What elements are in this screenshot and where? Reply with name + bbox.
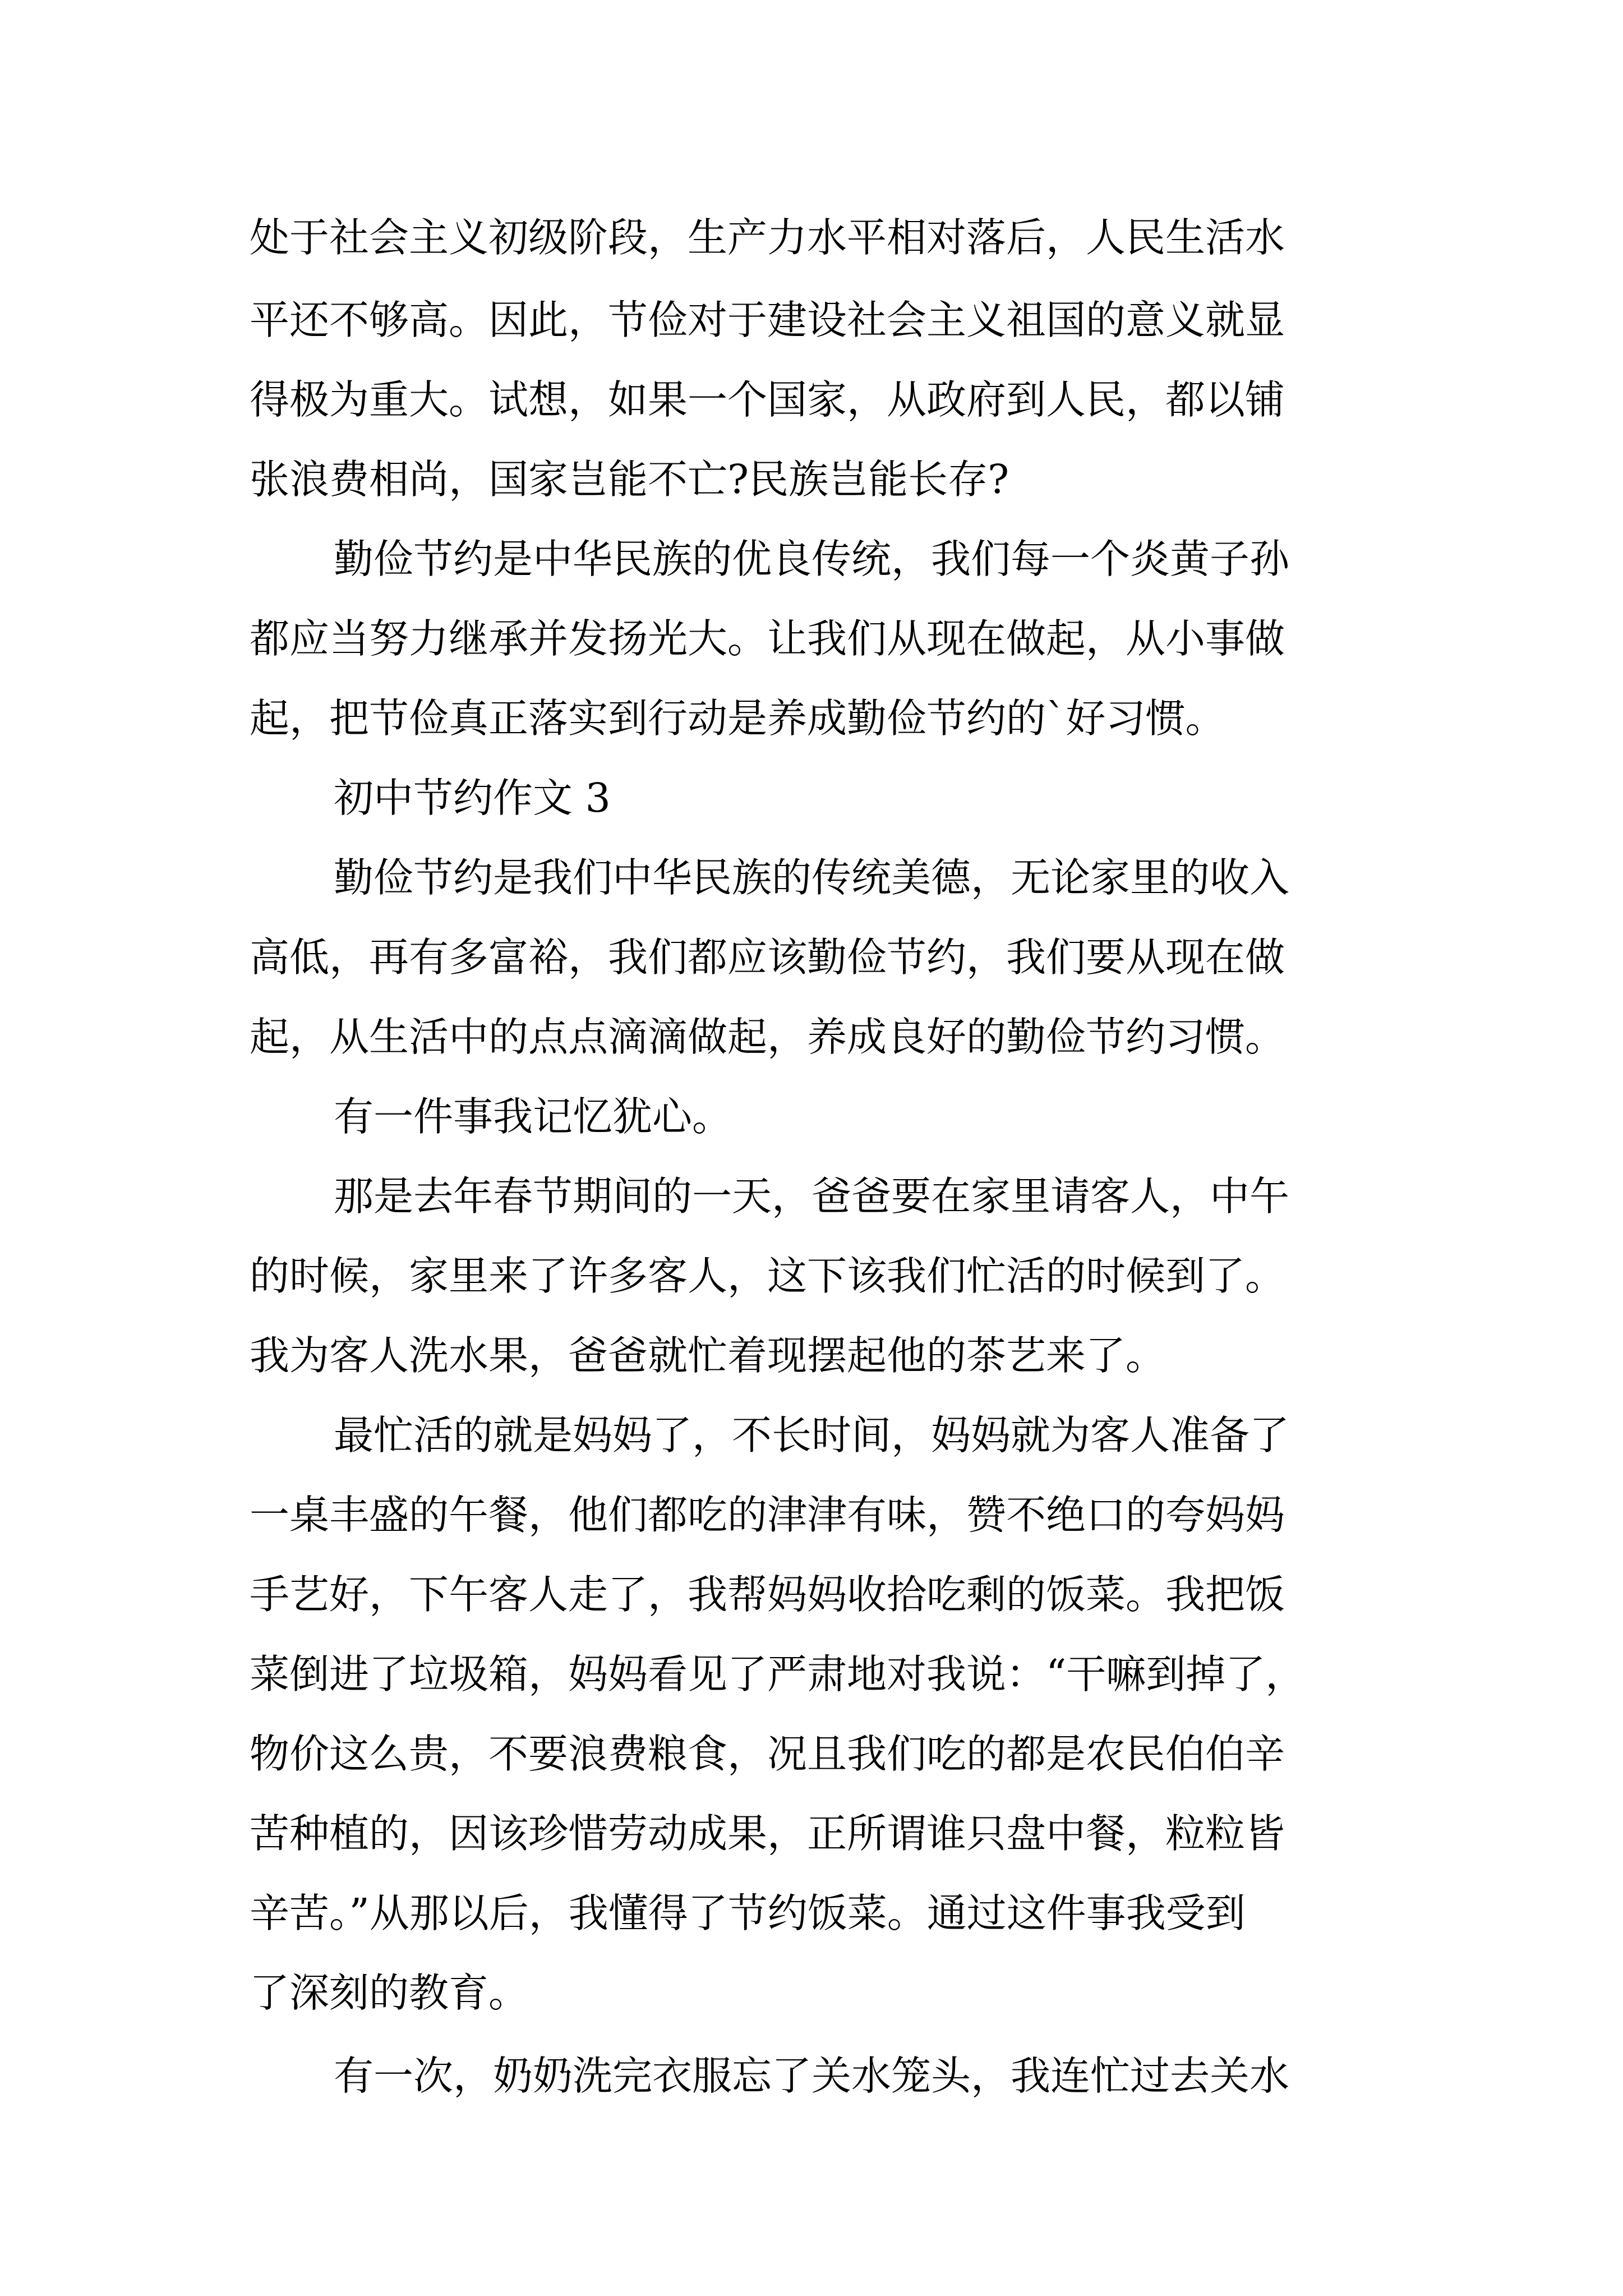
text-line: 苦种植的，因该珍惜劳动成果，正所谓谁只盘中餐，粒粒皆 [250,1810,1285,1857]
text-line: 处于社会主义初级阶段，生产力水平相对落后，人民生活水 [250,214,1285,261]
text-line: 起，把节俭真正落实到行动是养成勤俭节约的`好习惯。 [250,695,1225,742]
text-line: 勤俭节约是中华民族的优良传统，我们每一个炎黄子孙 [334,536,1290,582]
text-line: 一桌丰盛的午餐，他们都吃的津津有味，赞不绝口的夸妈妈 [250,1492,1285,1538]
text-line: 有一件事我记忆犹心。 [334,1093,732,1140]
text-line: 我为客人洗水果，爸爸就忙着现摆起他的茶艺来了。 [250,1332,1166,1379]
text-line: 起，从生活中的点点滴滴做起，养成良好的勤俭节约习惯。 [250,1014,1285,1060]
section-heading: 初中节约作文 3 [334,775,611,821]
text-line: 那是去年春节期间的一天，爸爸要在家里请客人，中午 [334,1173,1290,1220]
text-line: 得极为重大。试想，如果一个国家，从政府到人民，都以铺 [250,376,1285,423]
text-line: 平还不够高。因此，节俭对于建设社会主义祖国的意义就显 [250,297,1285,343]
text-line: 了深刻的教育。 [250,1970,529,2016]
text-line: 菜倒进了垃圾箱，妈妈看见了严肃地对我说：“干嘛到掉了， [250,1651,1306,1697]
text-line: 高低，再有多富裕，我们都应该勤俭节约，我们要从现在做 [250,934,1285,981]
text-line: 勤俭节约是我们中华民族的传统美德，无论家里的收入 [334,854,1290,901]
text-line: 都应当努力继承并发扬光大。让我们从现在做起，从小事做 [250,615,1285,662]
text-line: 的时候，家里来了许多客人，这下该我们忙活的时候到了。 [250,1253,1285,1299]
text-line: 辛苦。”从那以后，我懂得了节约饭菜。通过这件事我受到 [250,1890,1246,1936]
text-line: 物价这么贵，不要浪费粮食，况且我们吃的都是农民伯伯辛 [250,1731,1285,1777]
text-line: 有一次，奶奶洗完衣服忘了关水笼头，我连忙过去关水 [334,2053,1290,2099]
text-line: 最忙活的就是妈妈了，不长时间，妈妈就为客人准备了 [334,1412,1290,1458]
text-line: 张浪费相尚，国家岂能不亡?民族岂能长存? [250,456,1009,503]
text-line: 手艺好，下午客人走了，我帮妈妈收拾吃剩的饭菜。我把饭 [250,1571,1285,1618]
